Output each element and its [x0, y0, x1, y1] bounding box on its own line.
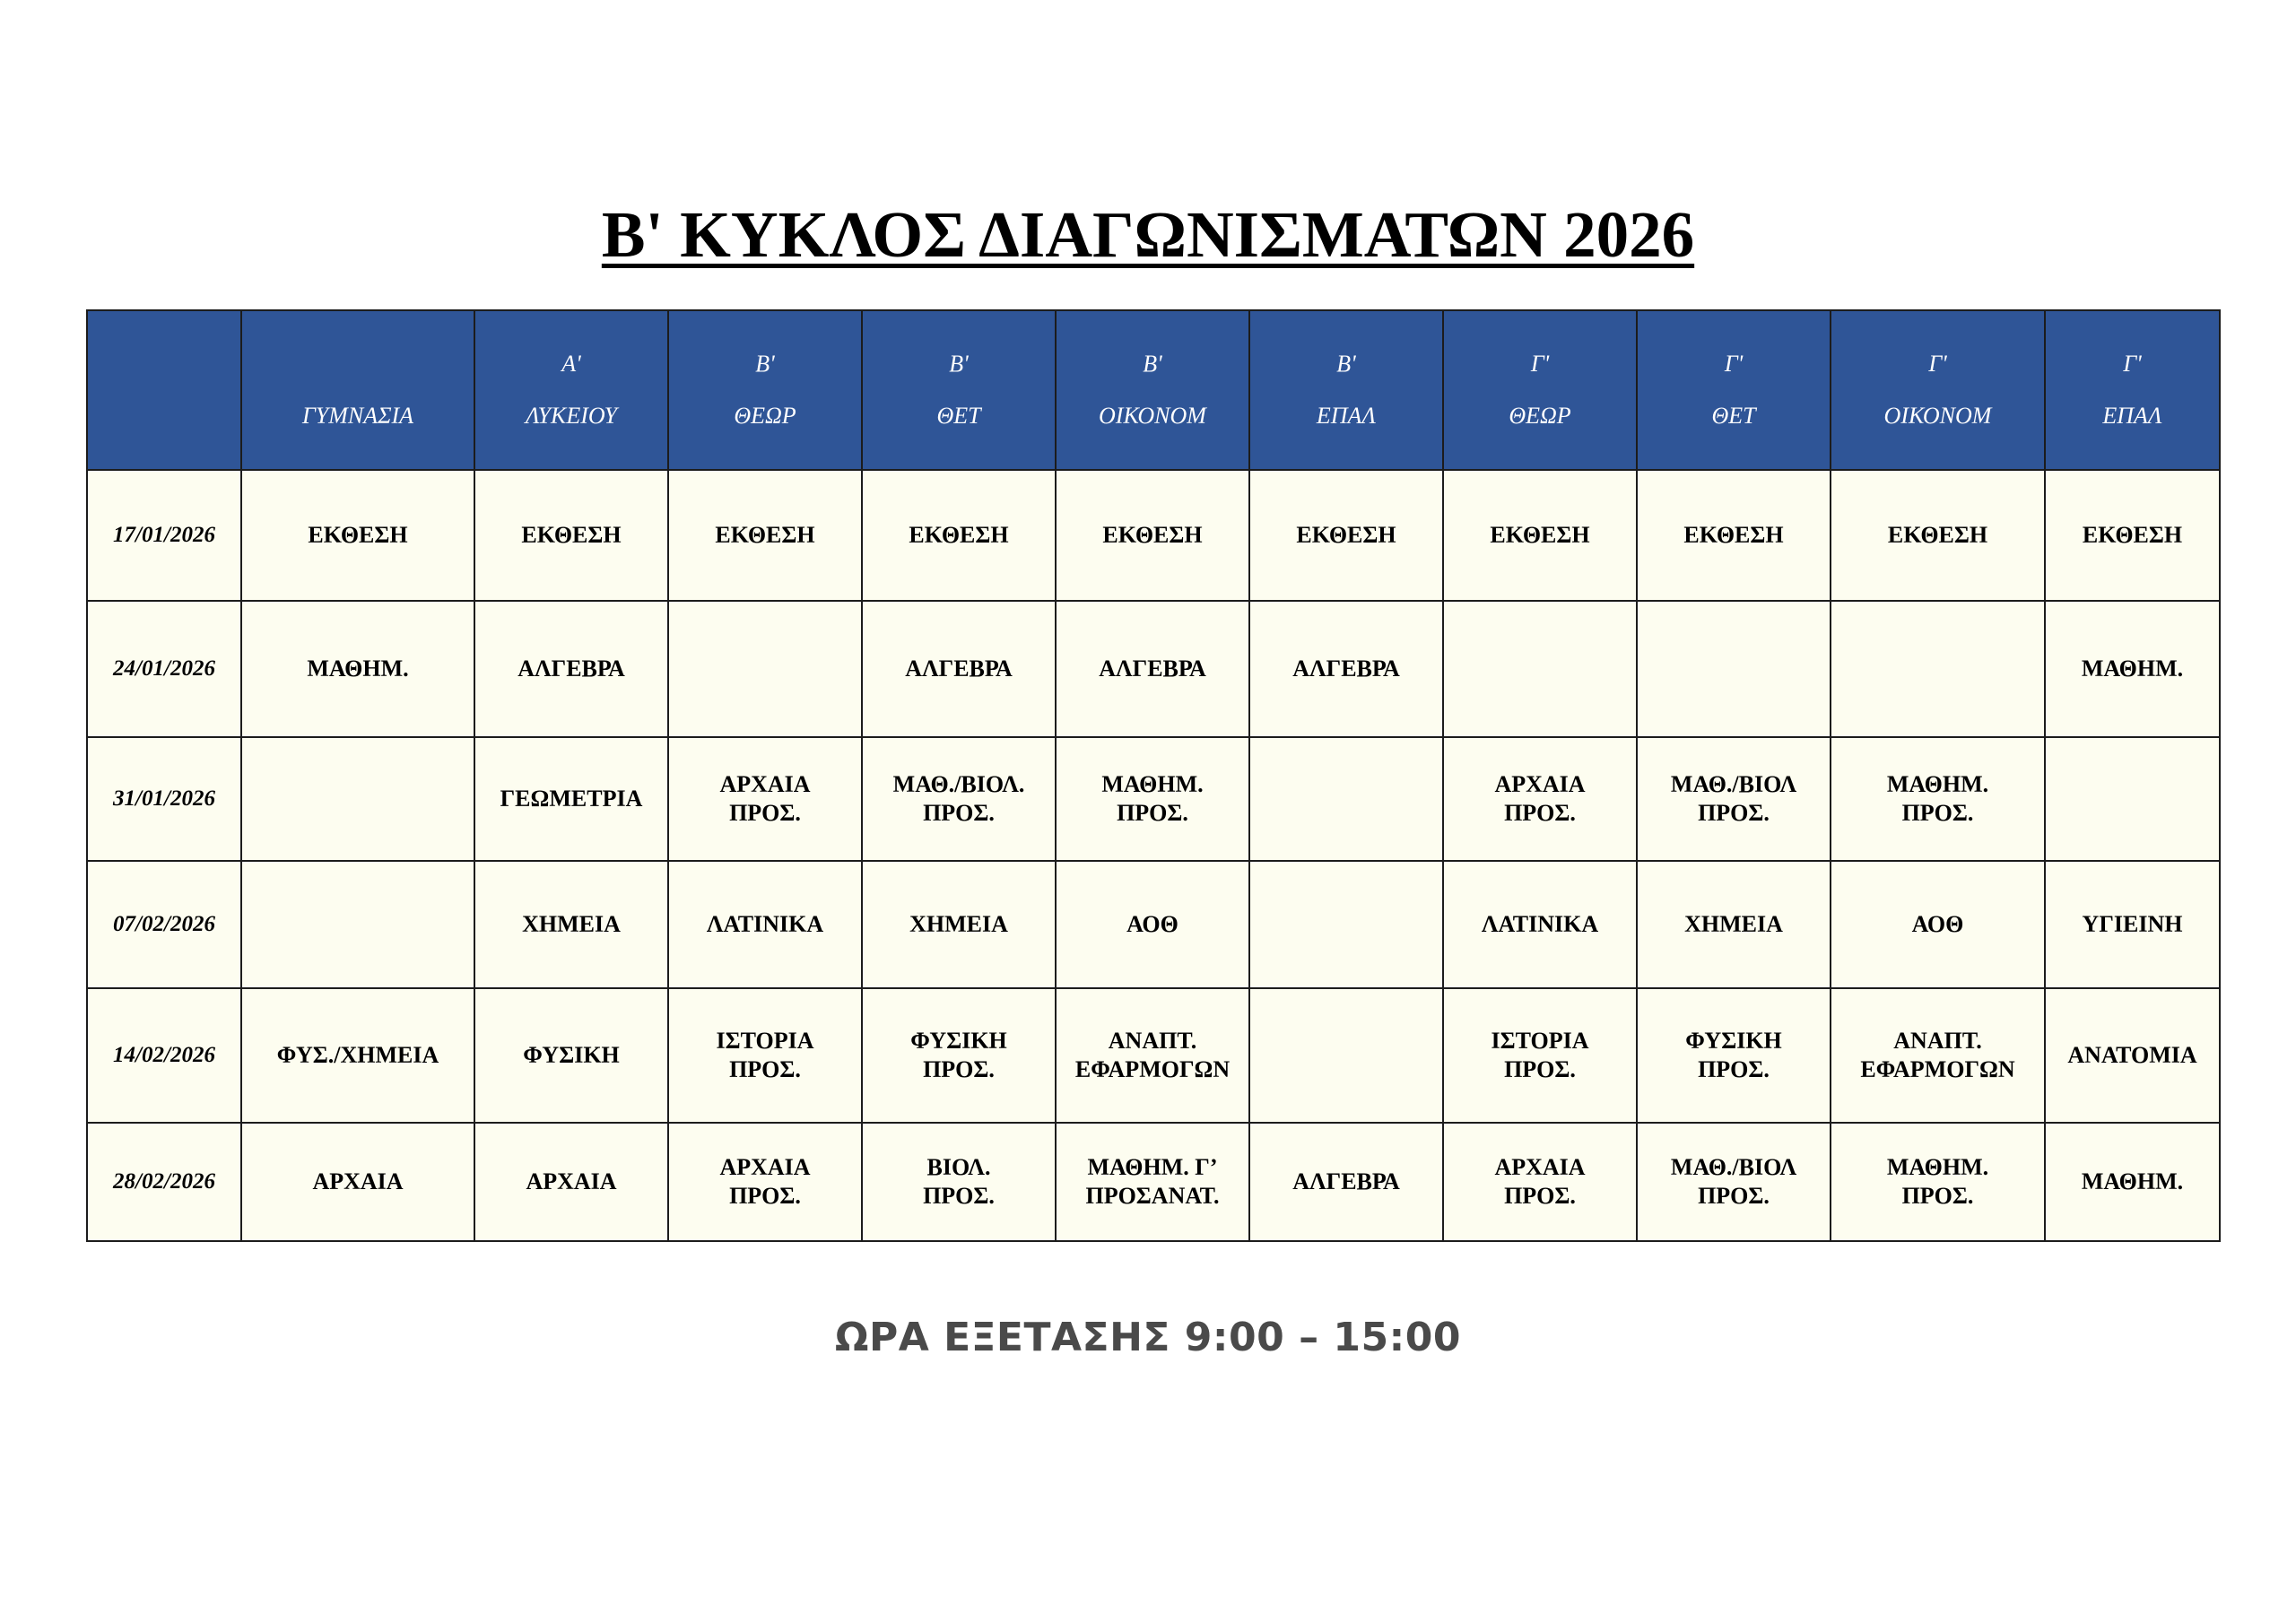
exam-date-cell: 24/01/2026 — [87, 601, 241, 737]
subject-text: ΑΡΧΑΙΑ ΠΡΟΣ. — [1494, 771, 1586, 826]
subject-cell — [1637, 861, 1831, 988]
subject-text: ΓΕΩΜΕΤΡΙΑ — [500, 786, 643, 812]
subject-cell — [474, 861, 668, 988]
table-header-row — [87, 310, 2220, 470]
header-grade-label: Α' — [561, 351, 581, 377]
subject-text: ΑΛΓΕΒΡΑ — [1099, 656, 1206, 682]
subject-cell — [1249, 470, 1443, 601]
subject-text: ΜΑΘΗΜ. — [307, 656, 409, 682]
subject-cell — [1249, 861, 1443, 988]
subject-text: ΑΝΑΤΟΜΙΑ — [2067, 1042, 2197, 1068]
header-track-label: ΟΙΚΟΝΟΜ — [1883, 403, 1992, 429]
exam-date-cell: 07/02/2026 — [87, 861, 241, 988]
subject-cell — [474, 470, 668, 601]
subject-text: ΕΚΘΕΣΗ — [909, 522, 1009, 548]
header-grade-label: Γ' — [2123, 351, 2142, 377]
header-track-label: ΓΥΜΝΑΣΙΑ — [301, 403, 414, 429]
subject-text: ΒΙΟΛ. ΠΡΟΣ. — [923, 1154, 995, 1209]
subject-cell — [668, 1123, 862, 1241]
subject-cell — [1443, 1123, 1637, 1241]
subject-text: ΑΛΓΕΒΡΑ — [1292, 656, 1400, 682]
header-cell-class — [1249, 310, 1443, 470]
exam-date-cell: 31/01/2026 — [87, 737, 241, 861]
subject-cell — [1831, 470, 2045, 601]
subject-text: ΜΑΘ./ΒΙΟΛ ΠΡΟΣ. — [1670, 771, 1797, 826]
subject-cell — [1249, 601, 1443, 737]
subject-cell — [1831, 601, 2045, 737]
subject-cell — [1056, 601, 1249, 737]
subject-cell — [1443, 601, 1637, 737]
subject-text: ΑΟΘ — [1911, 911, 1964, 937]
subject-text: ΧΗΜΕΙΑ — [1684, 911, 1783, 937]
header-grade-label: Γ' — [1928, 351, 1947, 377]
subject-cell — [1637, 737, 1831, 861]
subject-cell — [1443, 861, 1637, 988]
subject-text: ΛΑΤΙΝΙΚΑ — [706, 911, 824, 937]
subject-cell — [241, 601, 474, 737]
subject-cell — [862, 470, 1056, 601]
table-body — [87, 470, 2220, 1241]
subject-cell — [668, 861, 862, 988]
subject-cell — [1056, 737, 1249, 861]
subject-cell — [474, 988, 668, 1123]
header-grade-label: Β' — [755, 351, 775, 377]
subject-cell — [1831, 1123, 2045, 1241]
exam-time-note: ΩΡΑ ΕΞΕΤΑΣΗΣ 9:00 – 15:00 — [835, 1315, 1461, 1360]
exam-schedule-table — [86, 309, 2221, 1242]
subject-text: ΦΥΣΙΚΗ ΠΡΟΣ. — [1685, 1028, 1782, 1082]
subject-text: ΜΑΘΗΜ. ΠΡΟΣ. — [1886, 1154, 1989, 1209]
subject-text: ΑΛΓΕΒΡΑ — [1292, 1168, 1400, 1194]
subject-cell — [668, 470, 862, 601]
header-grade-label — [242, 338, 474, 390]
subject-cell — [241, 1123, 474, 1241]
header-grade-label: Β' — [1143, 351, 1162, 377]
subject-text: ΕΚΘΕΣΗ — [1683, 522, 1784, 548]
subject-text: ΜΑΘ./ΒΙΟΛ ΠΡΟΣ. — [1670, 1154, 1797, 1209]
subject-cell — [241, 988, 474, 1123]
subject-text: ΧΗΜΕΙΑ — [909, 911, 1008, 937]
subject-cell — [862, 861, 1056, 988]
subject-cell — [2045, 1123, 2220, 1241]
header-track-label: ΘΕΩΡ — [1509, 403, 1571, 429]
exam-date-cell: 28/02/2026 — [87, 1123, 241, 1241]
table-row — [87, 861, 2220, 988]
subject-cell — [2045, 988, 2220, 1123]
subject-cell — [1637, 1123, 1831, 1241]
subject-text: ΕΚΘΕΣΗ — [521, 522, 622, 548]
table-row — [87, 601, 2220, 737]
subject-cell — [1831, 861, 2045, 988]
subject-cell — [1831, 737, 2045, 861]
subject-text: ΜΑΘΗΜ. — [2081, 1168, 2184, 1194]
header-track-label: ΕΠΑΛ — [2102, 403, 2162, 429]
header-cell-class — [1443, 310, 1637, 470]
header-cell-class — [1637, 310, 1831, 470]
subject-cell — [862, 601, 1056, 737]
subject-cell — [862, 737, 1056, 861]
subject-cell — [1056, 1123, 1249, 1241]
subject-cell — [862, 988, 1056, 1123]
subject-cell — [1637, 601, 1831, 737]
subject-text: ΜΑΘΗΜ. ΠΡΟΣ. — [1101, 771, 1204, 826]
header-grade-label: Β' — [1336, 351, 1356, 377]
subject-cell — [668, 988, 862, 1123]
header-cell-class — [2045, 310, 2220, 470]
subject-text: ΕΚΘΕΣΗ — [1102, 522, 1203, 548]
subject-cell — [2045, 861, 2220, 988]
subject-text: ΑΡΧΑΙΑ — [526, 1168, 617, 1194]
subject-text: ΕΚΘΕΣΗ — [308, 522, 408, 548]
table-row — [87, 737, 2220, 861]
subject-text: ΙΣΤΟΡΙΑ ΠΡΟΣ. — [716, 1028, 814, 1082]
subject-cell — [241, 861, 474, 988]
subject-text: ΑΝΑΠΤ. ΕΦΑΡΜΟΓΩΝ — [1074, 1028, 1231, 1082]
exam-date-cell: 14/02/2026 — [87, 988, 241, 1123]
header-cell-date — [87, 310, 241, 470]
header-grade-label — [88, 364, 240, 416]
subject-cell — [2045, 737, 2220, 861]
subject-text: ΑΛΓΕΒΡΑ — [517, 656, 625, 682]
header-track-label: ΘΕΤ — [1711, 403, 1756, 429]
header-track-label: ΘΕΩΡ — [734, 403, 796, 429]
header-track-label: ΛΥΚΕΙΟΥ — [525, 403, 618, 429]
table-row — [87, 470, 2220, 601]
subject-cell — [1831, 988, 2045, 1123]
subject-cell — [1637, 470, 1831, 601]
subject-cell — [1443, 988, 1637, 1123]
subject-text: ΦΥΣΙΚΗ ΠΡΟΣ. — [910, 1028, 1007, 1082]
subject-text: ΑΟΘ — [1126, 911, 1178, 937]
subject-cell — [2045, 470, 2220, 601]
header-cell-class — [474, 310, 668, 470]
subject-cell — [1249, 737, 1443, 861]
header-track-label: ΟΙΚΟΝΟΜ — [1099, 403, 1206, 429]
subject-cell — [1056, 470, 1249, 601]
header-cell-class — [668, 310, 862, 470]
subject-cell — [1637, 988, 1831, 1123]
table-row — [87, 988, 2220, 1123]
subject-cell — [668, 601, 862, 737]
header-grade-label: Γ' — [1724, 351, 1744, 377]
exam-date-cell: 17/01/2026 — [87, 470, 241, 601]
subject-text: ΑΡΧΑΙΑ ΠΡΟΣ. — [719, 771, 811, 826]
subject-cell — [1056, 988, 1249, 1123]
header-cell-class — [241, 310, 474, 470]
subject-cell — [668, 737, 862, 861]
subject-cell — [1443, 737, 1637, 861]
subject-cell — [862, 1123, 1056, 1241]
header-cell-class — [1831, 310, 2045, 470]
subject-text: ΜΑΘ./ΒΙΟΛ. ΠΡΟΣ. — [892, 771, 1025, 826]
page-title — [0, 199, 2296, 271]
subject-text: ΦΥΣ./ΧΗΜΕΙΑ — [276, 1042, 439, 1068]
subject-text: ΕΚΘΕΣΗ — [1296, 522, 1396, 548]
subject-cell — [2045, 601, 2220, 737]
subject-text: ΑΛΓΕΒΡΑ — [905, 656, 1013, 682]
subject-cell — [1249, 1123, 1443, 1241]
subject-text: ΑΡΧΑΙΑ ΠΡΟΣ. — [1494, 1154, 1586, 1209]
subject-text: ΛΑΤΙΝΙΚΑ — [1481, 911, 1599, 937]
subject-text: ΑΝΑΠΤ. ΕΦΑΡΜΟΓΩΝ — [1860, 1028, 2015, 1082]
subject-cell — [241, 737, 474, 861]
subject-cell — [1443, 470, 1637, 601]
subject-text: ΕΚΘΕΣΗ — [2082, 522, 2183, 548]
subject-cell — [474, 1123, 668, 1241]
subject-text: ΕΚΘΕΣΗ — [1490, 522, 1590, 548]
subject-text: ΕΚΘΕΣΗ — [715, 522, 815, 548]
header-grade-label: Β' — [949, 351, 969, 377]
header-grade-label: Γ' — [1530, 351, 1550, 377]
subject-cell — [474, 737, 668, 861]
subject-text: ΑΡΧΑΙΑ — [312, 1168, 404, 1194]
table-row — [87, 1123, 2220, 1241]
subject-text: ΑΡΧΑΙΑ ΠΡΟΣ. — [719, 1154, 811, 1209]
subject-text: ΜΑΘΗΜ. Γ’ ΠΡΟΣΑΝΑΤ. — [1085, 1154, 1220, 1209]
header-track-label: ΕΠΑΛ — [1316, 403, 1377, 429]
header-track-label: ΘΕΤ — [936, 403, 981, 429]
subject-text: ΕΚΘΕΣΗ — [1887, 522, 1988, 548]
header-cell-class — [1056, 310, 1249, 470]
subject-text: ΜΑΘΗΜ. — [2081, 656, 2184, 682]
page-title-text: Β' ΚΥΚΛΟΣ ΔΙΑΓΩΝΙΣΜΑΤΩΝ 2026 — [601, 198, 1695, 271]
subject-text: ΙΣΤΟΡΙΑ ΠΡΟΣ. — [1491, 1028, 1589, 1082]
subject-text: ΜΑΘΗΜ. ΠΡΟΣ. — [1886, 771, 1989, 826]
subject-cell — [241, 470, 474, 601]
subject-text: ΦΥΣΙΚΗ — [523, 1042, 620, 1068]
header-cell-class — [862, 310, 1056, 470]
subject-cell — [1249, 988, 1443, 1123]
subject-cell — [1056, 861, 1249, 988]
subject-text: ΥΓΙΕΙΝΗ — [2082, 911, 2183, 937]
subject-text: ΧΗΜΕΙΑ — [522, 911, 621, 937]
subject-cell — [474, 601, 668, 737]
